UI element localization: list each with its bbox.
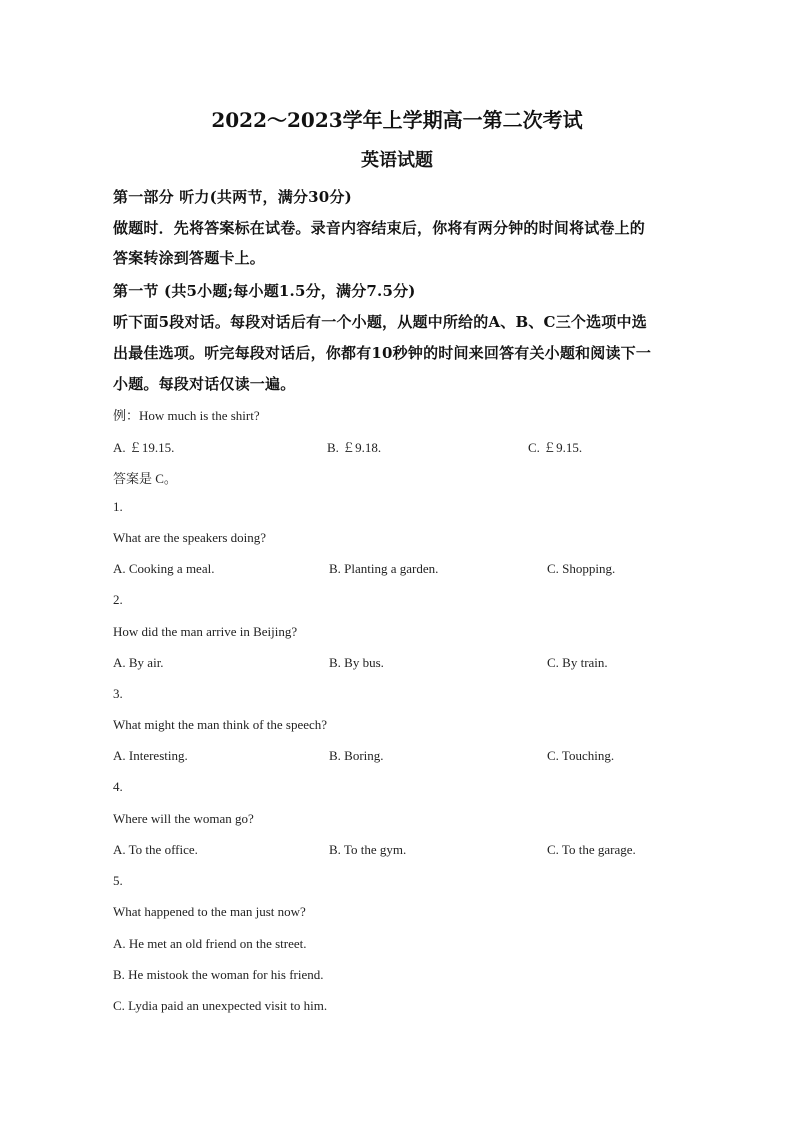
section-instruction-line: 出最佳选项。听完每段对话后，你都有10秒钟的时间来回答有关小题和阅读下一 (113, 344, 652, 362)
example-answer: 答案是 C。 (113, 471, 177, 486)
question-options (0, 842, 794, 858)
example-option-b: B. ￡9.18. (327, 440, 382, 455)
option-c: C. Touching. (547, 748, 615, 763)
question-options (0, 561, 794, 577)
part-heading: 第一部分 听力(共两节，满分30分) (113, 188, 352, 206)
option-b: B. To the gym. (329, 842, 407, 857)
option-b: B. He mistook the woman for his friend. (113, 967, 324, 982)
section-instruction-line: 听下面5段对话。每段对话后有一个小题，从题中所给的A、B、C三个选项中选 (113, 313, 647, 331)
section-instruction-line: 小题。每段对话仅读一遍。 (113, 375, 296, 393)
question-text: Where will the woman go? (113, 811, 254, 826)
question-text: What are the speakers doing? (113, 530, 267, 545)
option-c: C. To the garage. (547, 842, 636, 857)
question-number: 3. (113, 686, 123, 701)
option-a: A. To the office. (113, 842, 198, 857)
question-options (0, 655, 794, 671)
option-b: B. Boring. (329, 748, 384, 763)
question-number: 2. (113, 592, 123, 607)
example-option-c: C. ￡9.15. (528, 440, 583, 455)
question-options (0, 748, 794, 764)
option-b: B. Planting a garden. (329, 561, 439, 576)
question-text: What happened to the man just now? (113, 904, 306, 919)
option-a: A. Interesting. (113, 748, 188, 763)
option-c: C. Lydia paid an unexpected visit to him. (113, 998, 328, 1013)
exam-subtitle: 英语试题 (361, 150, 433, 171)
option-b: B. By bus. (329, 655, 384, 670)
option-c: C. By train. (547, 655, 608, 670)
question-number: 4. (113, 779, 123, 794)
section-heading: 第一节 (共5小题;每小题1.5分，满分7.5分) (113, 282, 416, 300)
question-text: How did the man arrive in Beijing? (113, 624, 298, 639)
option-a: A. Cooking a meal. (113, 561, 215, 576)
part-instruction-line: 答案转涂到答题卡上。 (113, 249, 266, 267)
option-c: C. Shopping. (547, 561, 616, 576)
example-options (0, 437, 794, 453)
example-question: 例：How much is the shirt? (113, 408, 260, 423)
question-number: 5. (113, 873, 123, 888)
example-option-a: A. ￡19.15. (113, 440, 175, 455)
question-text: What might the man think of the speech? (113, 717, 328, 732)
question-number: 1. (113, 499, 123, 514)
part-instruction-line: 做题时．先将答案标在试卷。录音内容结束后，你将有两分钟的时间将试卷上的 (113, 219, 646, 237)
option-a: A. By air. (113, 655, 164, 670)
exam-title: 2022～2023学年上学期高一第二次考试 (211, 108, 583, 132)
option-a: A. He met an old friend on the street. (113, 936, 307, 951)
